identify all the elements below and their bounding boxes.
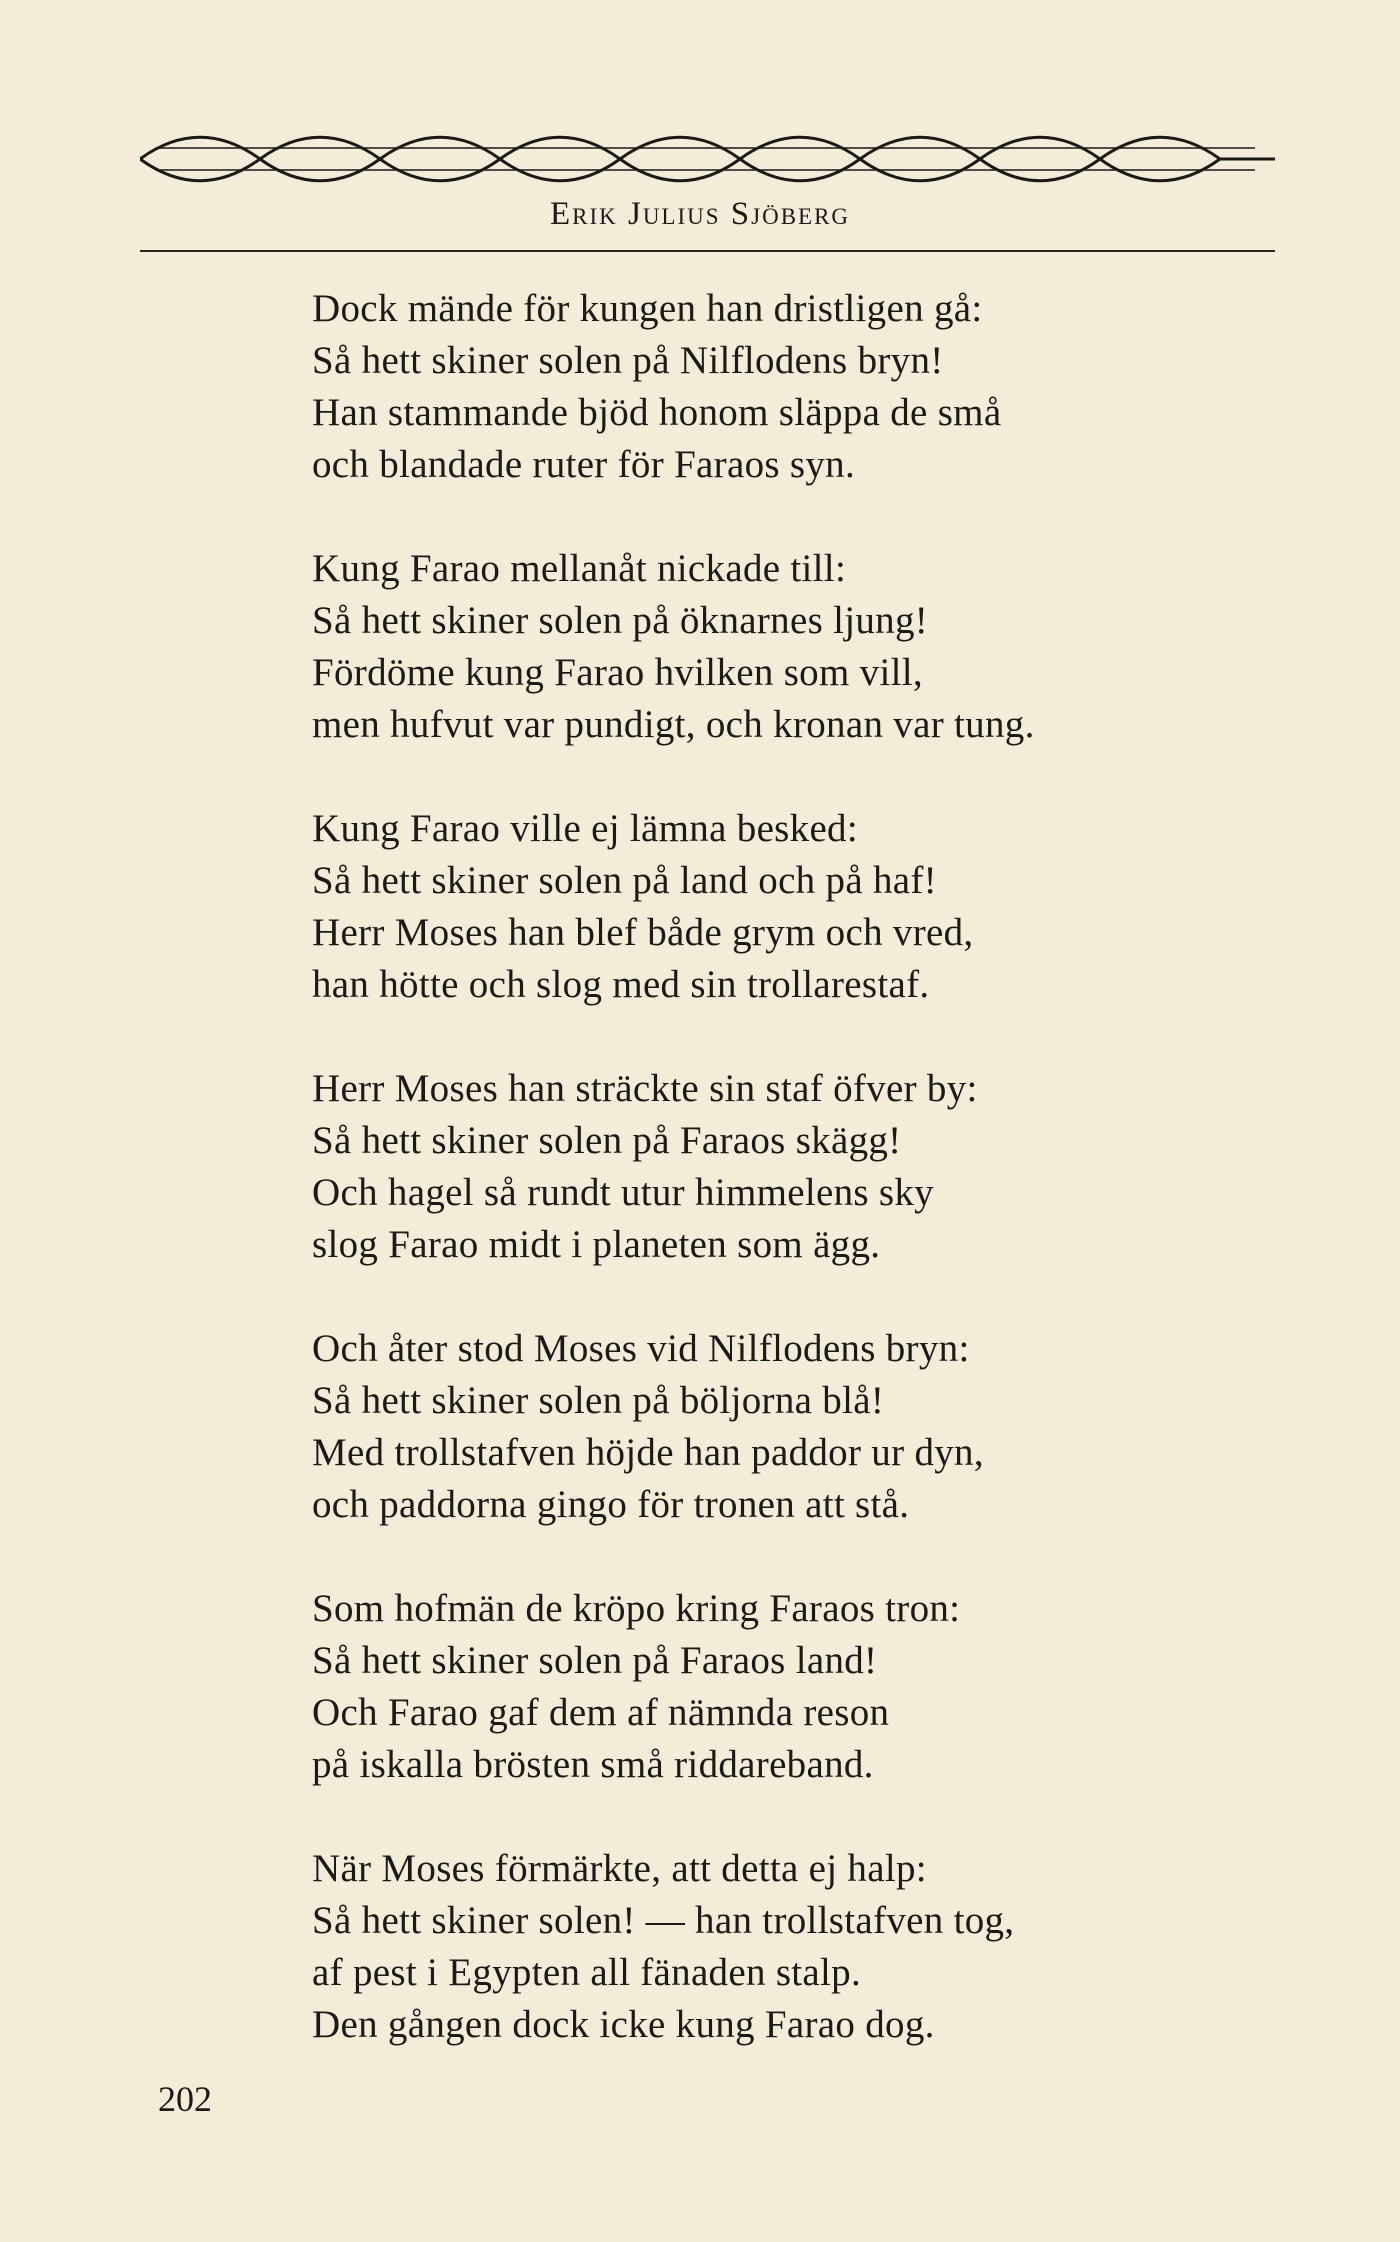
poem-line: Och Farao gaf dem af nämnda reson — [312, 1691, 890, 1734]
poem-line: När Moses förmärkte, att detta ej halp: — [312, 1847, 927, 1890]
poem-line: och paddorna gingo för tronen att stå. — [312, 1483, 910, 1526]
poem-line: Så hett skiner solen! — han trollstafven tog, — [312, 1899, 1015, 1942]
running-head-author: Erik Julius Sjöberg — [549, 196, 851, 232]
poem-line: men hufvut var pundigt, och kronan var tung. — [312, 703, 1035, 746]
poem-line: Han stammande bjöd honom släppa de små — [312, 391, 1002, 434]
poem-line: slog Farao midt i planeten som ägg. — [312, 1223, 881, 1266]
stanza-7 — [312, 1843, 1272, 2051]
decorative-braid-ornament — [140, 128, 1275, 190]
stanza-4 — [312, 1063, 1272, 1271]
poem-line: Herr Moses han blef både grym och vred, — [312, 911, 974, 954]
poem-line: af pest i Egypten all fänaden stalp. — [312, 1951, 862, 1994]
poem-line: Så hett skiner solen på öknarnes ljung! — [312, 599, 929, 642]
poem-line: Kung Farao ville ej lämna besked: — [312, 807, 858, 850]
poem-line: Fördöme kung Farao hvilken som vill, — [312, 651, 923, 694]
poem-line: Och hagel så rundt utur himmelens sky — [312, 1171, 934, 1214]
stanza-6 — [312, 1583, 1272, 1791]
stanza-1 — [312, 283, 1272, 491]
poem-line: Kung Farao mellanåt nickade till: — [312, 547, 847, 590]
page-number: 202 — [158, 2079, 212, 2119]
poem-line: Dock mände för kungen han dristligen gå: — [312, 287, 983, 330]
poem-line: Så hett skiner solen på böljorna blå! — [312, 1379, 885, 1422]
poem-line: han hötte och slog med sin trollarestaf. — [312, 963, 930, 1006]
poem-line: Som hofmän de kröpo kring Faraos tron: — [312, 1587, 961, 1630]
poem-line: på iskalla brösten små riddareband. — [312, 1743, 874, 1786]
header-rule — [140, 250, 1275, 252]
poem-line: Med trollstafven höjde han paddor ur dyn, — [312, 1431, 984, 1474]
poem-line: Så hett skiner solen på Faraos land! — [312, 1639, 878, 1682]
poem-line: Herr Moses han sträckte sin staf öfver by: — [312, 1067, 978, 1110]
stanza-2 — [312, 543, 1272, 751]
poem-line: Så hett skiner solen på land och på haf! — [312, 859, 937, 902]
poem-line: Och åter stod Moses vid Nilflodens bryn: — [312, 1327, 970, 1370]
poem-line: Den gången dock icke kung Farao dog. — [312, 2003, 935, 2046]
stanza-3 — [312, 803, 1272, 1011]
stanza-5 — [312, 1323, 1272, 1531]
poem-line: Så hett skiner solen på Faraos skägg! — [312, 1119, 902, 1162]
poem-line: och blandade ruter för Faraos syn. — [312, 443, 856, 486]
poem-line: Så hett skiner solen på Nilflodens bryn! — [312, 339, 944, 382]
poem — [312, 283, 1272, 2103]
